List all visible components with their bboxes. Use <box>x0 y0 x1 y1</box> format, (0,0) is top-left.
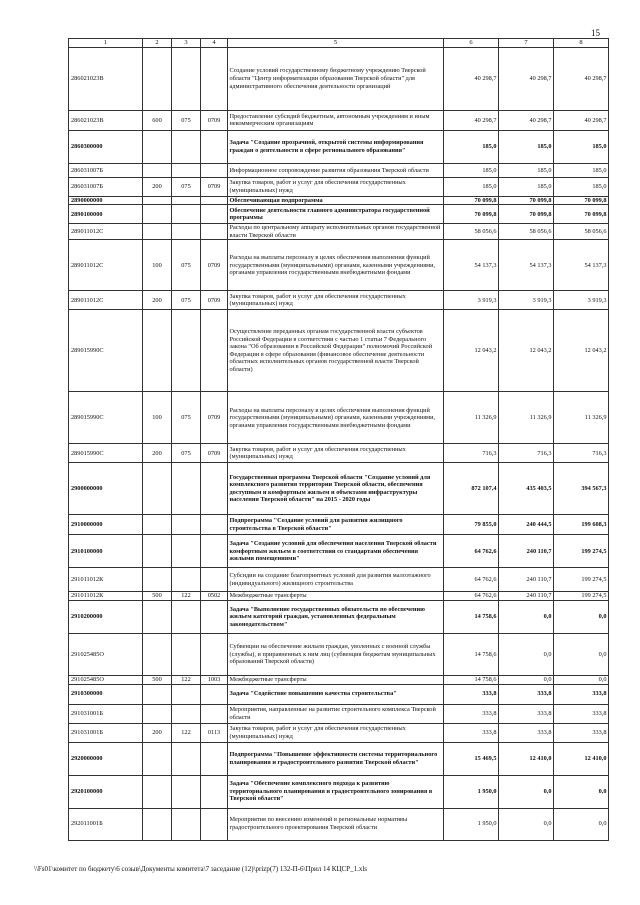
table-row <box>69 704 609 723</box>
table-row <box>69 196 609 205</box>
expense-type-cell <box>201 633 228 675</box>
description-cell: Государственная программа Тверской области "Создание условий для комплексного развития территории Тверской области, обеспечения доступным и комфортным жильем и объектами инфраструктуры населения Тверской области" на 2015 - 2020 годы <box>228 463 444 515</box>
expense-type-cell <box>201 515 228 535</box>
amount-cell: 199 608,3 <box>554 515 609 535</box>
amount-cell: 333,8 <box>554 723 609 742</box>
table-row <box>69 775 609 808</box>
header-cell: 2 <box>143 39 172 48</box>
section-cell <box>143 633 172 675</box>
subsection-cell <box>172 535 201 568</box>
header-cell: 3 <box>172 39 201 48</box>
section-cell <box>143 684 172 704</box>
expense-type-cell <box>201 130 228 163</box>
expense-type-cell <box>201 47 228 110</box>
subsection-cell <box>172 130 201 163</box>
amount-cell: 40 298,7 <box>499 110 554 130</box>
table-row <box>69 224 609 240</box>
amount-cell: 0,0 <box>499 633 554 675</box>
subsection-cell <box>172 463 201 515</box>
table-row <box>69 723 609 742</box>
amount-cell: 185,0 <box>554 163 609 177</box>
expense-type-cell <box>201 775 228 808</box>
table-row <box>69 392 609 444</box>
code-cell: 289011012С <box>69 240 143 291</box>
description-cell: Подпрограмма "Создание условий для развития жилищного строительства в Тверской области" <box>228 515 444 535</box>
table-row <box>69 808 609 840</box>
expense-type-cell: 1003 <box>201 675 228 684</box>
amount-cell: 185,0 <box>444 163 499 177</box>
amount-cell: 3 919,3 <box>499 291 554 310</box>
amount-cell: 240 110,7 <box>499 535 554 568</box>
subsection-cell: 075 <box>172 240 201 291</box>
description-cell: Задача "Создание прозрачной, открытой системы информирования граждан о деятельности в сфере регионального образования" <box>228 130 444 163</box>
amount-cell: 40 298,7 <box>444 47 499 110</box>
amount-cell: 79 855,0 <box>444 515 499 535</box>
table-row <box>69 463 609 515</box>
code-cell: 289015990С <box>69 392 143 444</box>
amount-cell: 14 758,6 <box>444 600 499 633</box>
amount-cell: 872 107,4 <box>444 463 499 515</box>
amount-cell: 0,0 <box>554 808 609 840</box>
code-cell: 289011012С <box>69 224 143 240</box>
table-row <box>69 592 609 601</box>
description-cell: Предоставление субсидий бюджетным, автономным учреждениям и иным некоммерческим организациям <box>228 110 444 130</box>
amount-cell: 1 950,0 <box>444 775 499 808</box>
code-cell: 292011001Б <box>69 808 143 840</box>
description-cell: Расходы по центральному аппарату исполнительных органов государственной власти Тверской области <box>228 224 444 240</box>
expense-type-cell <box>201 163 228 177</box>
code-cell: 2910300000 <box>69 684 143 704</box>
amount-cell: 185,0 <box>554 130 609 163</box>
amount-cell: 199 274,5 <box>554 592 609 601</box>
amount-cell: 54 137,3 <box>499 240 554 291</box>
subsection-cell <box>172 196 201 205</box>
amount-cell: 333,8 <box>554 684 609 704</box>
expense-type-cell <box>201 224 228 240</box>
expense-type-cell <box>201 205 228 224</box>
code-cell: 286021023В <box>69 110 143 130</box>
amount-cell: 12 410,0 <box>554 742 609 775</box>
table-row <box>69 633 609 675</box>
section-cell: 200 <box>143 177 172 196</box>
amount-cell: 394 567,3 <box>554 463 609 515</box>
amount-cell: 70 099,8 <box>499 205 554 224</box>
description-cell: Задача "Выполнение государственных обязательств по обеспечению жильем категорий граждан, установленных федеральным законодательством" <box>228 600 444 633</box>
description-cell: Закупка товаров, работ и услуг для обеспечения государственных (муниципальных) нужд <box>228 177 444 196</box>
amount-cell: 11 326,9 <box>499 392 554 444</box>
amount-cell: 58 056,6 <box>444 224 499 240</box>
header-cell: 7 <box>499 39 554 48</box>
amount-cell: 333,8 <box>444 723 499 742</box>
description-cell: Задача "Содействие повышению качества строительства" <box>228 684 444 704</box>
code-cell: 2890000000 <box>69 196 143 205</box>
expense-type-cell: 0709 <box>201 291 228 310</box>
subsection-cell <box>172 742 201 775</box>
expense-type-cell <box>201 684 228 704</box>
code-cell: 2920000000 <box>69 742 143 775</box>
subsection-cell <box>172 47 201 110</box>
description-cell: Мероприятия по внесению изменений в региональные нормативы градостроительного проектирования Тверской области <box>228 808 444 840</box>
section-cell <box>143 600 172 633</box>
header-cell: 8 <box>554 39 609 48</box>
subsection-cell: 122 <box>172 592 201 601</box>
amount-cell: 64 762,6 <box>444 592 499 601</box>
header-cell: 1 <box>69 39 143 48</box>
section-cell: 100 <box>143 392 172 444</box>
subsection-cell <box>172 515 201 535</box>
table-row <box>69 110 609 130</box>
code-cell: 291011012К <box>69 568 143 592</box>
table-row <box>69 130 609 163</box>
subsection-cell: 122 <box>172 675 201 684</box>
subsection-cell <box>172 568 201 592</box>
amount-cell: 333,8 <box>554 704 609 723</box>
amount-cell: 12 043,2 <box>499 310 554 392</box>
page-number: 15 <box>591 28 600 38</box>
amount-cell: 12 043,2 <box>554 310 609 392</box>
section-cell: 500 <box>143 592 172 601</box>
description-cell: Субвенции на обеспечение жильем граждан, уволенных с военной службы (службы), и приравненных к ним лиц (субвенция бюджетам муниципальных образований Тверской области) <box>228 633 444 675</box>
section-cell <box>143 196 172 205</box>
header-cell: 6 <box>444 39 499 48</box>
section-cell: 200 <box>143 291 172 310</box>
subsection-cell: 075 <box>172 392 201 444</box>
table-row <box>69 444 609 463</box>
section-cell <box>143 463 172 515</box>
expense-type-cell <box>201 463 228 515</box>
table-row <box>69 163 609 177</box>
description-cell: Информационное сопровождение развития образования Тверской области <box>228 163 444 177</box>
amount-cell: 716,3 <box>499 444 554 463</box>
amount-cell: 0,0 <box>499 808 554 840</box>
amount-cell: 12 410,0 <box>499 742 554 775</box>
amount-cell: 70 099,8 <box>554 205 609 224</box>
table-row <box>69 47 609 110</box>
amount-cell: 240 110,7 <box>499 592 554 601</box>
expense-type-cell: 0709 <box>201 444 228 463</box>
description-cell: Расходы на выплаты персоналу в целях обеспечения выполнения функций государственными (муниципальными) органами, казенными учреждениями, органами управления государственными внебюджетными фондами <box>228 392 444 444</box>
amount-cell: 70 099,8 <box>444 205 499 224</box>
code-cell: 289015990С <box>69 444 143 463</box>
expense-type-cell: 0709 <box>201 392 228 444</box>
description-cell: Закупка товаров, работ и услуг для обеспечения государственных (муниципальных) нужд <box>228 291 444 310</box>
amount-cell: 58 056,6 <box>499 224 554 240</box>
description-cell: Межбюджетные трансферты <box>228 592 444 601</box>
description-cell: Межбюджетные трансферты <box>228 675 444 684</box>
description-cell: Задача "Создание условий для обеспечения населения Тверской области комфортным жильем в соответствии со стандартами обеспечения жилыми помещениями" <box>228 535 444 568</box>
description-cell: Задача "Обеспечение комплексного подхода к развитию территориального планирования и градостроительного зонирования в Тверской области" <box>228 775 444 808</box>
amount-cell: 70 099,8 <box>499 196 554 205</box>
section-cell <box>143 47 172 110</box>
section-cell: 200 <box>143 723 172 742</box>
expense-type-cell <box>201 704 228 723</box>
amount-cell: 40 298,7 <box>444 110 499 130</box>
amount-cell: 185,0 <box>499 177 554 196</box>
amount-cell: 64 762,6 <box>444 535 499 568</box>
amount-cell: 716,3 <box>554 444 609 463</box>
amount-cell: 0,0 <box>554 775 609 808</box>
description-cell: Осуществление переданных органам государственной власти субъектов Российской Федерации в соответствии с частью 1 статьи 7 Федерального закона "Об образовании в Российской Федерации" полномочий Российской Федерации в сфере образования (финансовое обеспечение деятельности областных исполнительных органов государственной власти Тверской области) <box>228 310 444 392</box>
code-cell: 2900000000 <box>69 463 143 515</box>
amount-cell: 54 137,3 <box>444 240 499 291</box>
subsection-cell <box>172 205 201 224</box>
amount-cell: 11 326,9 <box>444 392 499 444</box>
amount-cell: 240 110,7 <box>499 568 554 592</box>
section-cell: 600 <box>143 110 172 130</box>
section-cell <box>143 704 172 723</box>
code-cell: 286031007Б <box>69 177 143 196</box>
section-cell <box>143 130 172 163</box>
expense-type-cell <box>201 568 228 592</box>
header-row <box>69 39 609 48</box>
code-cell: 2910000000 <box>69 515 143 535</box>
section-cell: 500 <box>143 675 172 684</box>
amount-cell: 199 274,5 <box>554 568 609 592</box>
code-cell: 291025485О <box>69 633 143 675</box>
subsection-cell: 075 <box>172 444 201 463</box>
section-cell <box>143 163 172 177</box>
expense-type-cell: 0502 <box>201 592 228 601</box>
code-cell: 291025485О <box>69 675 143 684</box>
amount-cell: 40 298,7 <box>554 47 609 110</box>
subsection-cell: 075 <box>172 291 201 310</box>
description-cell: Мероприятия, направленные на развитие строительного комплекса Тверской области <box>228 704 444 723</box>
amount-cell: 185,0 <box>554 177 609 196</box>
table-row <box>69 291 609 310</box>
expense-type-cell: 0709 <box>201 110 228 130</box>
amount-cell: 14 758,6 <box>444 675 499 684</box>
expense-type-cell <box>201 600 228 633</box>
description-cell: Создание условий государственному бюджетному учреждению Тверской области "Центр информатизации образования Тверской области" для административного обеспечения деятельности организаций <box>228 47 444 110</box>
code-cell: 289015990С <box>69 310 143 392</box>
subsection-cell <box>172 224 201 240</box>
table-row <box>69 675 609 684</box>
amount-cell: 0,0 <box>554 633 609 675</box>
amount-cell: 185,0 <box>444 130 499 163</box>
amount-cell: 199 274,5 <box>554 535 609 568</box>
amount-cell: 40 298,7 <box>499 47 554 110</box>
expense-type-cell: 0113 <box>201 723 228 742</box>
table-row <box>69 568 609 592</box>
amount-cell: 0,0 <box>554 675 609 684</box>
amount-cell: 185,0 <box>444 177 499 196</box>
subsection-cell <box>172 808 201 840</box>
description-cell: Подпрограмма "Повышение эффективности системы территориального планирования и градостроительного развития Тверской области" <box>228 742 444 775</box>
code-cell: 2890100000 <box>69 205 143 224</box>
amount-cell: 12 043,2 <box>444 310 499 392</box>
amount-cell: 240 444,5 <box>499 515 554 535</box>
amount-cell: 0,0 <box>554 600 609 633</box>
expense-type-cell <box>201 196 228 205</box>
amount-cell: 333,8 <box>499 723 554 742</box>
amount-cell: 64 762,6 <box>444 568 499 592</box>
subsection-cell <box>172 633 201 675</box>
section-cell <box>143 515 172 535</box>
amount-cell: 333,8 <box>444 704 499 723</box>
footer-file-path: \\Fs01\комитет по бюджету\6 созыв\Документы комитета\7 заседание (12)\prizp(7) 132-П-6\Прил 14 КЦСР_1.xls <box>34 865 367 873</box>
amount-cell: 333,8 <box>444 684 499 704</box>
expense-type-cell <box>201 310 228 392</box>
amount-cell: 3 919,3 <box>444 291 499 310</box>
table-row <box>69 177 609 196</box>
description-cell: Расходы на выплаты персоналу в целях обеспечения выполнения функций государственными (муниципальными) органами, казенными учреждениями, органами управления государственными внебюджетными фондами <box>228 240 444 291</box>
amount-cell: 0,0 <box>499 675 554 684</box>
section-cell: 100 <box>143 240 172 291</box>
subsection-cell: 122 <box>172 723 201 742</box>
description-cell: Закупка товаров, работ и услуг для обеспечения государственных (муниципальных) нужд <box>228 723 444 742</box>
section-cell <box>143 808 172 840</box>
amount-cell: 3 919,3 <box>554 291 609 310</box>
section-cell <box>143 775 172 808</box>
expense-type-cell <box>201 535 228 568</box>
amount-cell: 435 403,5 <box>499 463 554 515</box>
subsection-cell <box>172 310 201 392</box>
section-cell <box>143 205 172 224</box>
description-cell: Закупка товаров, работ и услуг для обеспечения государственных (муниципальных) нужд <box>228 444 444 463</box>
expense-type-cell: 0709 <box>201 177 228 196</box>
amount-cell: 14 758,6 <box>444 633 499 675</box>
expense-type-cell: 0709 <box>201 240 228 291</box>
code-cell: 286031007Б <box>69 163 143 177</box>
section-cell <box>143 568 172 592</box>
amount-cell: 185,0 <box>499 163 554 177</box>
subsection-cell <box>172 600 201 633</box>
table-row <box>69 205 609 224</box>
subsection-cell: 075 <box>172 177 201 196</box>
subsection-cell <box>172 163 201 177</box>
section-cell <box>143 742 172 775</box>
code-cell: 291031001Б <box>69 704 143 723</box>
amount-cell: 333,8 <box>499 684 554 704</box>
subsection-cell <box>172 704 201 723</box>
amount-cell: 0,0 <box>499 600 554 633</box>
amount-cell: 40 298,7 <box>554 110 609 130</box>
code-cell: 2920100000 <box>69 775 143 808</box>
budget-table <box>68 38 609 841</box>
amount-cell: 185,0 <box>499 130 554 163</box>
section-cell <box>143 224 172 240</box>
amount-cell: 1 950,0 <box>444 808 499 840</box>
code-cell: 291011012К <box>69 592 143 601</box>
amount-cell: 58 056,6 <box>554 224 609 240</box>
header-cell: 4 <box>201 39 228 48</box>
expense-type-cell <box>201 808 228 840</box>
amount-cell: 11 326,9 <box>554 392 609 444</box>
section-cell <box>143 310 172 392</box>
amount-cell: 70 099,8 <box>554 196 609 205</box>
code-cell: 291031001Б <box>69 723 143 742</box>
amount-cell: 15 469,5 <box>444 742 499 775</box>
section-cell <box>143 535 172 568</box>
table-row <box>69 600 609 633</box>
table-row <box>69 240 609 291</box>
subsection-cell <box>172 775 201 808</box>
subsection-cell <box>172 684 201 704</box>
code-cell: 2910200000 <box>69 600 143 633</box>
section-cell: 200 <box>143 444 172 463</box>
code-cell: 2910100000 <box>69 535 143 568</box>
table-row <box>69 742 609 775</box>
amount-cell: 333,8 <box>499 704 554 723</box>
code-cell: 286021023В <box>69 47 143 110</box>
code-cell: 289011012С <box>69 291 143 310</box>
description-cell: Обеспечивающая подпрограмма <box>228 196 444 205</box>
table-row <box>69 684 609 704</box>
description-cell: Обеспечение деятельности главного администратора государственной программы <box>228 205 444 224</box>
amount-cell: 54 137,3 <box>554 240 609 291</box>
table-row <box>69 515 609 535</box>
amount-cell: 70 099,8 <box>444 196 499 205</box>
table-row <box>69 535 609 568</box>
expense-type-cell <box>201 742 228 775</box>
code-cell: 2860300000 <box>69 130 143 163</box>
description-cell: Субсидии на создание благоприятных условий для развития малоэтажного (индивидуального) жилищного строительства <box>228 568 444 592</box>
amount-cell: 716,3 <box>444 444 499 463</box>
amount-cell: 0,0 <box>499 775 554 808</box>
header-cell: 5 <box>228 39 444 48</box>
table-row <box>69 310 609 392</box>
subsection-cell: 075 <box>172 110 201 130</box>
